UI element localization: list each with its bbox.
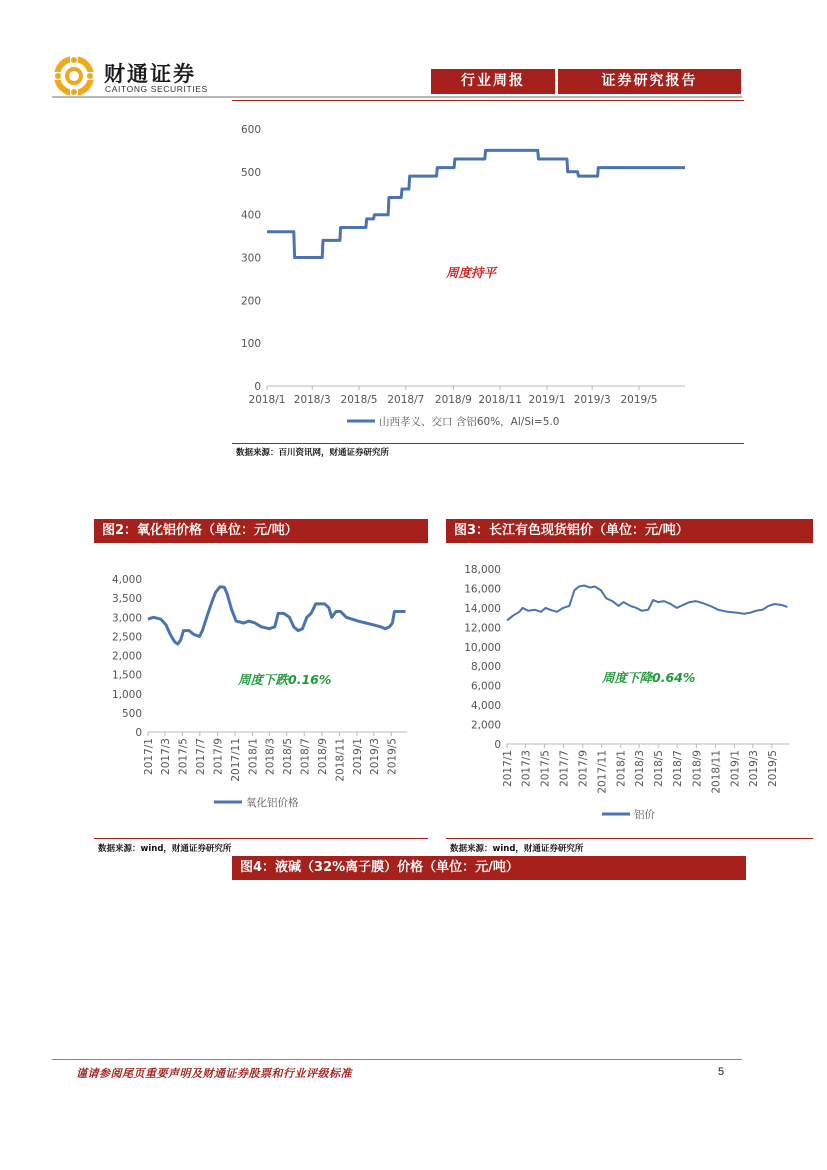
series-line	[267, 150, 685, 257]
x-tick-label: 2019/3	[368, 738, 381, 775]
y-tick-label: 10,000	[464, 641, 501, 654]
x-tick-label: 2019/5	[766, 750, 779, 787]
y-tick-label: 18,000	[464, 564, 501, 576]
x-tick-label: 2018/9	[317, 738, 330, 775]
chart2-plot	[94, 560, 428, 835]
y-tick-label: 3,000	[111, 612, 142, 625]
x-tick-label: 2018/11	[710, 750, 723, 794]
tag-weekly: 行业周报	[431, 69, 555, 94]
x-tick-label: 2018/5	[281, 738, 294, 775]
y-tick-label: 200	[240, 295, 261, 308]
y-tick-label: 1,000	[111, 688, 142, 701]
y-tick-label: 500	[240, 166, 261, 179]
x-tick-label: 2017/7	[558, 750, 571, 787]
x-tick-label: 2018/1	[615, 750, 628, 787]
y-tick-label: 16,000	[464, 583, 501, 596]
chart3-bottom-rule	[446, 838, 813, 839]
chart2-source: 数据来源：wind，财通证券研究所	[98, 844, 232, 854]
x-tick-label: 2018/3	[264, 738, 277, 775]
y-tick-label: 0	[254, 381, 261, 393]
y-tick-label: 8,000	[470, 661, 501, 674]
footer-rule	[52, 1059, 742, 1060]
caitong-logo-icon	[52, 54, 96, 98]
x-tick-label: 2017/9	[212, 738, 225, 775]
x-tick-label: 2017/5	[177, 738, 190, 775]
chart1-annotation: 周度持平	[446, 265, 497, 280]
footer-disclaimer: 谨请参阅尾页重要声明及财通证券股票和行业评级标准	[76, 1067, 352, 1080]
x-tick-label: 2017/3	[159, 738, 172, 775]
x-tick-label: 2018/3	[634, 750, 647, 787]
x-tick-label: 2018/1	[247, 738, 260, 775]
chart4-title: 图4：液碱（32%离子膜）价格（单位：元/吨）	[232, 856, 746, 880]
series-line	[507, 586, 787, 621]
y-tick-label: 400	[240, 209, 261, 222]
y-tick-label: 6,000	[470, 680, 501, 693]
header-rule	[52, 96, 742, 98]
logo-name-en: CAITONG SECURITIES	[105, 84, 208, 94]
x-tick-label: 2019/5	[386, 738, 399, 775]
x-tick-label: 2019/1	[729, 750, 742, 787]
x-tick-label: 2017/1	[502, 750, 514, 787]
x-tick-label: 2018/7	[672, 750, 685, 787]
x-tick-label: 2019/3	[747, 750, 760, 787]
y-tick-label: 14,000	[464, 602, 501, 615]
chart1-source: 数据来源：百川资讯网，财通证券研究所	[236, 448, 390, 458]
x-tick-label: 2017/11	[230, 738, 243, 782]
x-tick-label: 2019/1	[351, 738, 364, 775]
x-tick-label: 2018/9	[691, 750, 704, 787]
x-tick-label: 2018/11	[334, 738, 347, 782]
logo	[52, 54, 222, 98]
logo-name-cn: 财通证券	[104, 61, 196, 86]
chart3-title: 图3：长江有色现货铝价（单位：元/吨）	[446, 519, 813, 543]
y-tick-label: 2,000	[470, 719, 501, 732]
chart2-annotation: 周度下跌0.16%	[238, 672, 332, 687]
x-tick-label: 2018/7	[299, 738, 312, 775]
x-tick-label: 2017/3	[520, 750, 533, 787]
legend-label: 氧化铝价格	[246, 797, 299, 809]
chart1-bottom-rule	[232, 443, 744, 444]
y-tick-label: 3,500	[111, 593, 142, 606]
chart2-title: 图2：氧化铝价格（单位：元/吨）	[94, 519, 428, 543]
y-tick-label: 4,000	[111, 574, 142, 586]
x-tick-label: 2018/5	[653, 750, 666, 787]
x-tick-label: 2018/11	[478, 394, 522, 406]
series-line	[148, 587, 406, 644]
x-tick-label: 2018/7	[387, 394, 425, 406]
y-tick-label: 600	[240, 124, 261, 136]
x-tick-label: 2017/1	[143, 738, 155, 775]
chart3-annotation: 周度下降0.64%	[602, 670, 696, 685]
x-tick-label: 2017/11	[596, 750, 609, 794]
legend-label: 山西孝义、交口 含铝60%，Al/Si=5.0	[379, 416, 560, 428]
x-tick-label: 2017/7	[194, 738, 207, 775]
y-tick-label: 1,500	[111, 669, 142, 682]
y-tick-label: 4,000	[470, 700, 501, 713]
x-tick-label: 2018/9	[434, 394, 472, 406]
y-tick-label: 100	[240, 338, 261, 351]
chart2-bottom-rule	[94, 838, 428, 839]
chart1-top-rule	[232, 100, 744, 101]
chart3-source: 数据来源：wind，财通证券研究所	[450, 844, 584, 854]
y-tick-label: 300	[240, 252, 261, 265]
chart3-plot	[446, 555, 813, 835]
y-tick-label: 12,000	[464, 622, 501, 635]
page-number: 5	[718, 1066, 725, 1078]
x-tick-label: 2018/3	[293, 394, 331, 406]
x-tick-label: 2017/5	[539, 750, 552, 787]
x-tick-label: 2017/9	[577, 750, 590, 787]
x-tick-label: 2019/3	[573, 394, 611, 406]
x-tick-label: 2018/1	[248, 394, 286, 406]
x-tick-label: 2019/5	[620, 394, 658, 406]
tag-report: 证券研究报告	[558, 69, 741, 94]
y-tick-label: 500	[121, 707, 142, 720]
x-tick-label: 2019/1	[528, 394, 566, 406]
legend-label: 铝价	[634, 809, 655, 821]
y-tick-label: 2,500	[111, 631, 142, 644]
x-tick-label: 2018/5	[340, 394, 378, 406]
y-tick-label: 2,000	[111, 650, 142, 663]
y-tick-label: 0	[135, 727, 142, 739]
y-tick-label: 0	[494, 739, 501, 751]
